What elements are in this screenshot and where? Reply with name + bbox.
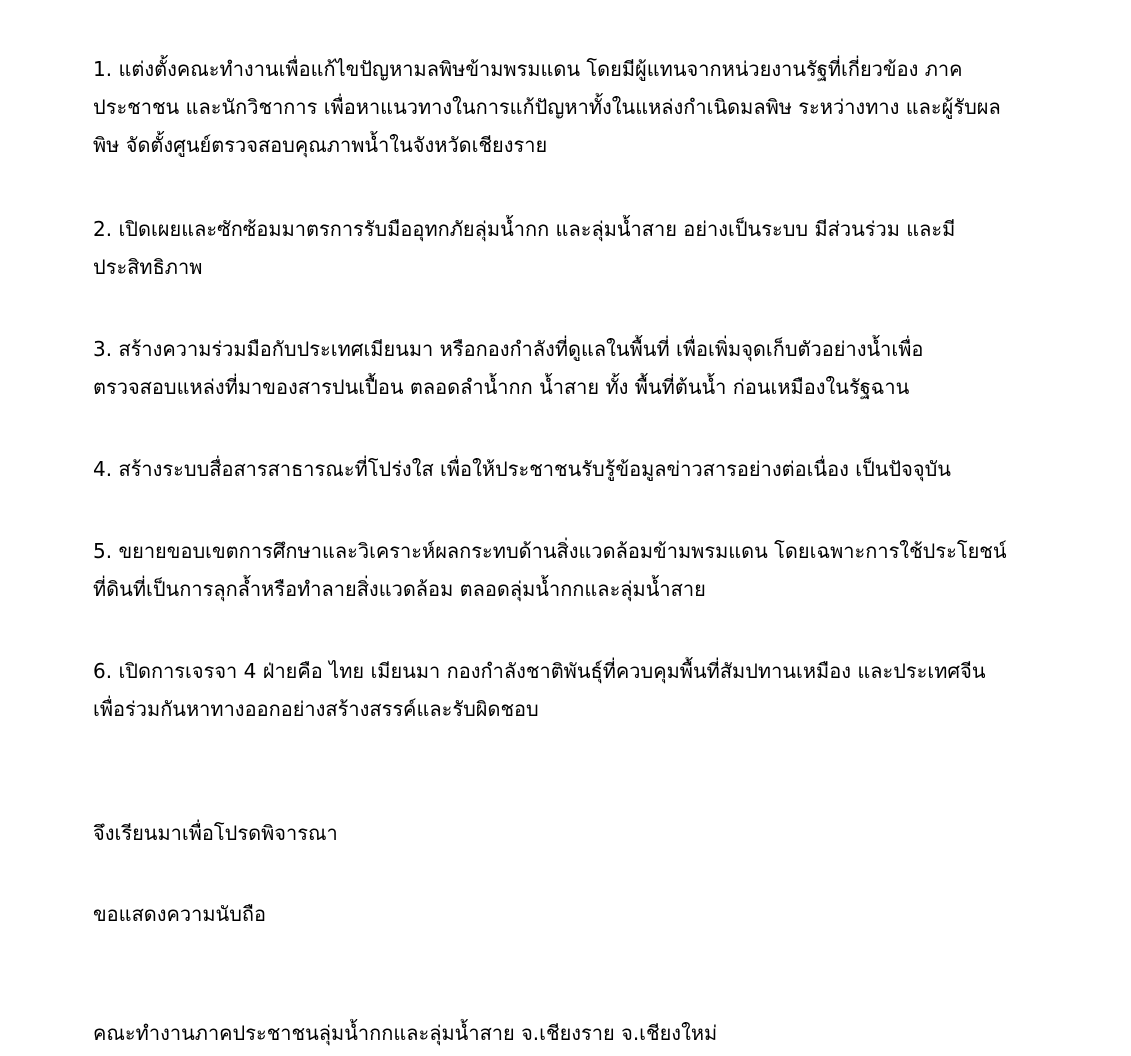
list-item-2-line-2: ประสิทธิภาพ [93,255,203,279]
list-item-2-line-1: 2. เปิดเผยและซักซ้อมมาตรการรับมืออุทกภัยลุ่มน้ำกก และลุ่มน้ำสาย อย่างเป็นระบบ มีส่วนร่วม และมี [93,217,956,241]
list-item-6-line-1: 6. เปิดการเจรจา 4 ฝ่ายคือ ไทย เมียนมา กองกำลังชาติพันธุ์ที่ควบคุมพื้นที่สัมปทานเหมือง และประเทศจีน [93,659,986,683]
closing-line: จึงเรียนมาเพื่อโปรดพิจารณา [93,821,338,845]
list-item-5 [93,532,1118,608]
list-item-5-line-2: ที่ดินที่เป็นการลุกล้ำหรือทำลายสิ่งแวดล้อม ตลอดลุ่มน้ำกกและลุ่มน้ำสาย [93,577,706,601]
regards-line: ขอแสดงความนับถือ [93,902,267,926]
list-item-2 [93,210,1118,286]
list-item-3-line-2: ตรวจสอบแหล่งที่มาของสารปนเปื้อน ตลอดลำน้ำกก น้ำสาย ทั้ง พื้นที่ต้นน้ำ ก่อนเหมืองในรัฐฉาน [93,375,910,399]
list-item-1 [93,50,1118,164]
list-item-3 [93,330,1118,406]
list-item-6-line-2: เพื่อร่วมกันหาทางออกอย่างสร้างสรรค์และรับผิดชอบ [93,697,539,721]
signature-line: คณะทำงานภาคประชาชนลุ่มน้ำกกและลุ่มน้ำสาย จ.เชียงราย จ.เชียงใหม่ [93,1021,718,1045]
list-item-5-line-1: 5. ขยายขอบเขตการศึกษาและวิเคราะห์ผลกระทบด้านสิ่งแวดล้อมข้ามพรมแดน โดยเฉพาะการใช้ประโยชน์ [93,539,1007,563]
list-item-6 [93,652,1118,728]
list-item-1-line-3: พิษ จัดตั้งศูนย์ตรวจสอบคุณภาพน้ำในจังหวัดเชียงราย [93,133,548,157]
list-item-4 [93,450,1118,488]
list-item-4-line-1: 4. สร้างระบบสื่อสารสาธารณะที่โปร่งใส เพื่อให้ประชาชนรับรู้ข้อมูลข่าวสารอย่างต่อเนื่อง เป็นปัจจุบัน [93,457,951,481]
list-item-1-line-2: ประชาชน และนักวิชาการ เพื่อหาแนวทางในการแก้ปัญหาทั้งในแหล่งกำเนิดมลพิษ ระหว่างทาง และผู้รับผล [93,95,1001,119]
list-item-3-line-1: 3. สร้างความร่วมมือกับประเทศเมียนมา หรือกองกำลังที่ดูแลในพื้นที่ เพื่อเพิ่มจุดเก็บตัวอย่างน้ำเพื่อ [93,337,924,361]
list-item-1-line-1: 1. แต่งตั้งคณะทำงานเพื่อแก้ไขปัญหามลพิษข้ามพรมแดน โดยมีผู้แทนจากหน่วยงานรัฐที่เกี่ยวข้อง ภาค [93,57,963,81]
